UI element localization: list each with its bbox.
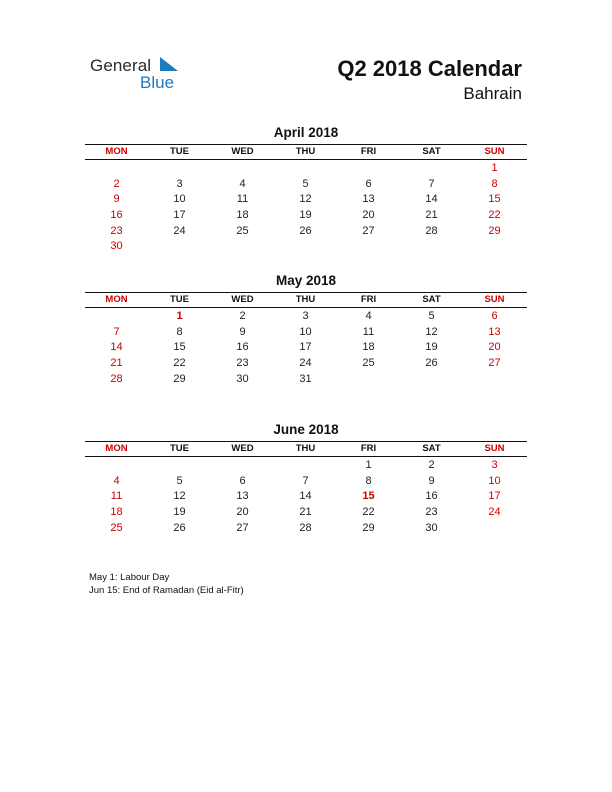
empty-cell xyxy=(400,372,463,388)
empty-cell xyxy=(148,239,211,255)
empty-cell xyxy=(211,458,274,474)
page-title: Q2 2018 Calendar xyxy=(337,56,522,81)
day-cell: 11 xyxy=(110,490,123,503)
weekday-label: SUN xyxy=(484,443,505,454)
day-cell: 26 xyxy=(425,357,438,370)
generalblue-logo xyxy=(90,56,200,96)
day-cell: 6 xyxy=(365,177,372,190)
day-cell: 30 xyxy=(236,372,249,385)
empty-cell xyxy=(211,161,274,177)
month-title: June 2018 xyxy=(273,422,339,437)
weekday-label: FRI xyxy=(360,443,377,454)
holiday-notes xyxy=(89,571,244,597)
day-cell: 4 xyxy=(113,474,120,487)
empty-cell xyxy=(274,161,337,177)
month-april xyxy=(85,125,527,255)
day-cell: 29 xyxy=(488,224,501,237)
day-cell: 9 xyxy=(239,325,246,338)
day-grid xyxy=(85,458,527,536)
day-cell: 21 xyxy=(110,357,123,370)
weekday-header xyxy=(85,144,527,160)
day-cell: 6 xyxy=(491,310,498,322)
weekday-label: TUE xyxy=(170,294,189,305)
weekday-header xyxy=(85,292,527,308)
day-cell: 6 xyxy=(239,474,246,487)
day-cell: 24 xyxy=(173,224,186,237)
month-title: April 2018 xyxy=(273,125,339,140)
weekday-label: SAT xyxy=(422,146,441,157)
day-cell: 10 xyxy=(173,193,186,206)
day-cell: 7 xyxy=(302,474,309,487)
day-cell: 14 xyxy=(425,193,438,206)
day-grid xyxy=(85,161,527,255)
weekday-header xyxy=(85,441,527,457)
day-cell: 11 xyxy=(236,193,249,206)
weekday-label: FRI xyxy=(360,146,377,157)
day-cell: 4 xyxy=(239,177,246,190)
day-cell: 9 xyxy=(428,474,435,487)
day-cell: 31 xyxy=(299,372,312,385)
day-cell: 14 xyxy=(299,490,312,503)
month-title: May 2018 xyxy=(275,273,337,288)
day-cell: 16 xyxy=(425,490,438,503)
day-cell: 17 xyxy=(173,209,186,222)
empty-cell xyxy=(148,161,211,177)
day-cell: 2 xyxy=(113,177,120,190)
logo-word-blue: Blue xyxy=(140,73,175,92)
weekday-label: WED xyxy=(231,294,254,305)
day-cell: 13 xyxy=(362,193,375,206)
day-cell: 20 xyxy=(236,506,249,519)
empty-cell xyxy=(148,458,211,474)
day-cell: 15 xyxy=(362,490,375,503)
empty-cell xyxy=(211,239,274,255)
day-cell: 4 xyxy=(365,310,372,322)
day-cell: 8 xyxy=(365,474,372,487)
day-cell: 2 xyxy=(428,459,435,471)
day-cell: 27 xyxy=(362,224,375,237)
day-cell: 5 xyxy=(428,310,435,322)
weekday-label: TUE xyxy=(170,146,189,157)
empty-cell xyxy=(274,239,337,255)
day-cell: 8 xyxy=(491,177,498,190)
day-cell: 8 xyxy=(176,325,183,338)
day-cell: 19 xyxy=(173,506,186,519)
day-cell: 25 xyxy=(236,224,249,237)
weekday-label: THU xyxy=(295,294,316,305)
day-cell: 28 xyxy=(425,224,438,237)
day-cell: 24 xyxy=(299,357,312,370)
day-cell: 20 xyxy=(488,341,501,354)
weekday-label: MON xyxy=(105,294,128,305)
day-cell: 24 xyxy=(488,506,501,519)
day-cell: 11 xyxy=(362,325,375,338)
logo-word-general: General xyxy=(90,56,152,75)
day-cell: 7 xyxy=(113,325,120,338)
holiday-note: Jun 15: End of Ramadan (Eid al-Fitr) xyxy=(89,585,244,596)
empty-cell xyxy=(400,161,463,177)
day-cell: 30 xyxy=(425,521,438,534)
day-cell: 23 xyxy=(236,357,249,370)
weekday-label: WED xyxy=(231,146,254,157)
empty-cell xyxy=(337,161,400,177)
day-cell: 14 xyxy=(110,341,123,354)
day-cell: 3 xyxy=(491,459,498,471)
empty-cell xyxy=(274,458,337,474)
day-cell: 23 xyxy=(110,224,123,237)
month-june xyxy=(85,422,527,536)
day-cell: 12 xyxy=(425,325,438,338)
day-cell: 16 xyxy=(236,341,249,354)
day-cell: 18 xyxy=(110,506,123,519)
logo-triangle-icon xyxy=(160,57,178,71)
empty-cell xyxy=(400,239,463,255)
day-cell: 1 xyxy=(365,459,372,471)
weekday-label: SAT xyxy=(422,443,441,454)
day-cell: 21 xyxy=(299,506,312,519)
empty-cell xyxy=(85,161,148,177)
day-cell: 29 xyxy=(362,521,375,534)
day-cell: 26 xyxy=(299,224,312,237)
day-cell: 28 xyxy=(110,372,123,385)
day-cell: 18 xyxy=(236,209,249,222)
weekday-label: SAT xyxy=(422,294,441,305)
day-cell: 25 xyxy=(362,357,375,370)
day-cell: 16 xyxy=(110,209,123,222)
empty-cell xyxy=(463,372,526,388)
day-cell: 1 xyxy=(176,310,183,322)
day-cell: 30 xyxy=(110,240,123,253)
weekday-label: TUE xyxy=(170,443,189,454)
day-cell: 19 xyxy=(425,341,438,354)
day-cell: 9 xyxy=(113,193,120,206)
day-cell: 5 xyxy=(176,474,183,487)
empty-cell xyxy=(463,239,526,255)
day-cell: 22 xyxy=(362,506,375,519)
day-cell: 20 xyxy=(362,209,375,222)
day-cell: 22 xyxy=(488,209,501,222)
weekday-label: FRI xyxy=(360,294,377,305)
day-cell: 17 xyxy=(488,490,501,503)
weekday-label: MON xyxy=(105,443,128,454)
day-cell: 2 xyxy=(239,310,246,322)
empty-cell xyxy=(85,309,148,325)
empty-cell xyxy=(85,458,148,474)
day-cell: 15 xyxy=(488,193,501,206)
day-cell: 26 xyxy=(173,521,186,534)
day-cell: 17 xyxy=(299,341,312,354)
weekday-label: THU xyxy=(295,146,316,157)
holiday-note: May 1: Labour Day xyxy=(89,572,170,583)
day-cell: 27 xyxy=(488,357,501,370)
weekday-label: THU xyxy=(295,443,316,454)
day-cell: 19 xyxy=(299,209,312,222)
day-cell: 3 xyxy=(176,177,183,190)
day-cell: 12 xyxy=(173,490,186,503)
day-cell: 3 xyxy=(302,310,309,322)
day-cell: 21 xyxy=(425,209,438,222)
day-cell: 15 xyxy=(173,341,186,354)
day-grid xyxy=(85,309,527,387)
weekday-label: MON xyxy=(105,146,128,157)
empty-cell xyxy=(337,372,400,388)
weekday-label: SUN xyxy=(484,146,505,157)
day-cell: 22 xyxy=(173,357,186,370)
empty-cell xyxy=(337,239,400,255)
country-name: Bahrain xyxy=(463,84,522,103)
day-cell: 23 xyxy=(425,506,438,519)
day-cell: 29 xyxy=(173,372,186,385)
day-cell: 10 xyxy=(299,325,312,338)
empty-cell xyxy=(463,521,526,537)
day-cell: 27 xyxy=(236,521,249,534)
day-cell: 18 xyxy=(362,341,375,354)
day-cell: 13 xyxy=(236,490,249,503)
day-cell: 28 xyxy=(299,521,312,534)
day-cell: 1 xyxy=(491,162,498,174)
day-cell: 7 xyxy=(428,177,435,190)
day-cell: 10 xyxy=(488,474,501,487)
weekday-label: SUN xyxy=(484,294,505,305)
day-cell: 5 xyxy=(302,177,309,190)
day-cell: 25 xyxy=(110,521,123,534)
month-may xyxy=(85,273,527,387)
weekday-label: WED xyxy=(231,443,254,454)
day-cell: 13 xyxy=(488,325,501,338)
day-cell: 12 xyxy=(299,193,312,206)
